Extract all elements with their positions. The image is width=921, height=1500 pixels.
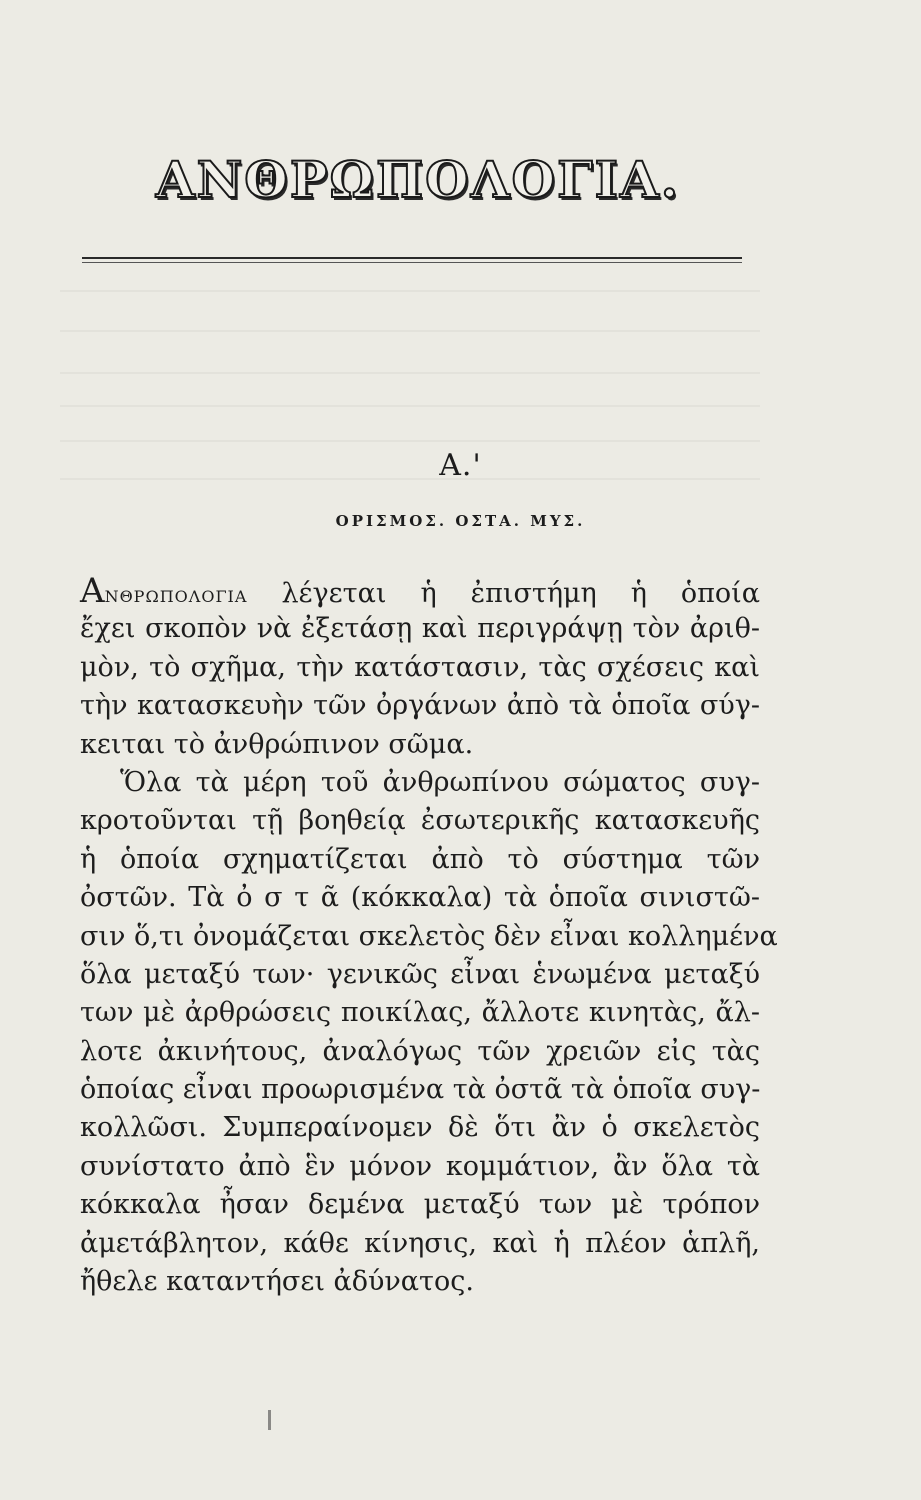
- text-line: των μὲ ἀρθρώσεις ποικίλας, ἄλλοτε κινητὰς, ἄλ-: [80, 997, 760, 1029]
- ink-mark: [268, 1410, 271, 1430]
- body-text: [80, 571, 778, 1301]
- text-line: κολλῶσι. Συμπεραίνομεν δὲ ὅτι ἂν ὁ σκελετὸς: [80, 1112, 760, 1144]
- text-line: σιν ὅ,τι ὀνομάζεται σκελετὸς δὲν εἶναι κολλημένα: [80, 920, 778, 952]
- drop-cap: Α: [80, 571, 105, 611]
- page-title: ΑΝΘΡΩΠΟΛΟΓΙΑ.: [155, 150, 681, 209]
- text-line: κόκκαλα ἦσαν δεμένα μεταξύ των μὲ τρόπον: [80, 1189, 760, 1221]
- text-line: [80, 572, 760, 610]
- chapter-number: Α.': [439, 448, 482, 483]
- text-line: ὅλα μεταξύ των· γενικῶς εἶναι ἑνωμένα μεταξύ: [80, 958, 760, 990]
- title-rule: [82, 257, 742, 259]
- text-line: Ὅλα τὰ μέρη τοῦ ἀνθρωπίνου σώματος συγ-: [120, 766, 760, 798]
- text-line-rest: λέγεται ἡ ἐπιστήμη ἡ ὁποία: [247, 578, 760, 609]
- section-heading: ΟΡΙΣΜΟΣ. ΟΣΤΑ. ΜΥΣ.: [335, 512, 586, 530]
- paper-texture: [60, 440, 760, 442]
- paper-texture: [60, 405, 760, 407]
- text-line: ἡ ὁποία σχηματίζεται ἀπὸ τὸ σύστημα τῶν: [80, 843, 760, 875]
- text-line: ὀστῶν. Τὰ ὀ σ τ ᾶ (κόκκαλα) τὰ ὁποῖα σινιστῶ-: [80, 882, 760, 914]
- paper-texture: [60, 290, 760, 292]
- title-rule-thin: [82, 262, 742, 263]
- paper-texture: [60, 330, 760, 332]
- text-line: κειται τὸ ἀνθρώπινον σῶμα.: [80, 728, 474, 760]
- small-caps-word: ΝΘΡΩΠΟΛΟΓΙΑ: [104, 587, 248, 606]
- text-line: τὴν κατασκευὴν τῶν ὀργάνων ἀπὸ τὰ ὁποῖα σύγ-: [80, 690, 760, 722]
- text-line: ὁποίας εἶναι προωρισμένα τὰ ὀστᾶ τὰ ὁποῖα συγ-: [80, 1074, 761, 1106]
- text-line: ἀμετάβλητον, κάθε κίνησις, καὶ ἡ πλέον ἁπλῆ,: [80, 1227, 760, 1259]
- text-line: ἤθελε καταντήσει ἀδύνατος.: [80, 1266, 474, 1298]
- text-line: ἔχει σκοπὸν νὰ ἐξετάσῃ καὶ περιγράψῃ τὸν ἀριθ-: [80, 613, 760, 645]
- text-line: λοτε ἀκινήτους, ἀναλόγως τῶν χρειῶν εἰς τὰς: [80, 1035, 760, 1067]
- text-line: συνίστατο ἀπὸ ἓν μόνον κομμάτιον, ἂν ὅλα τὰ: [80, 1150, 760, 1182]
- text-line: κροτοῦνται τῇ βοηθείᾳ ἐσωτερικῆς κατασκευῆς: [80, 805, 760, 837]
- text-line: μὸν, τὸ σχῆμα, τὴν κατάστασιν, τὰς σχέσεις καὶ: [80, 651, 760, 683]
- paper-texture: [60, 372, 760, 374]
